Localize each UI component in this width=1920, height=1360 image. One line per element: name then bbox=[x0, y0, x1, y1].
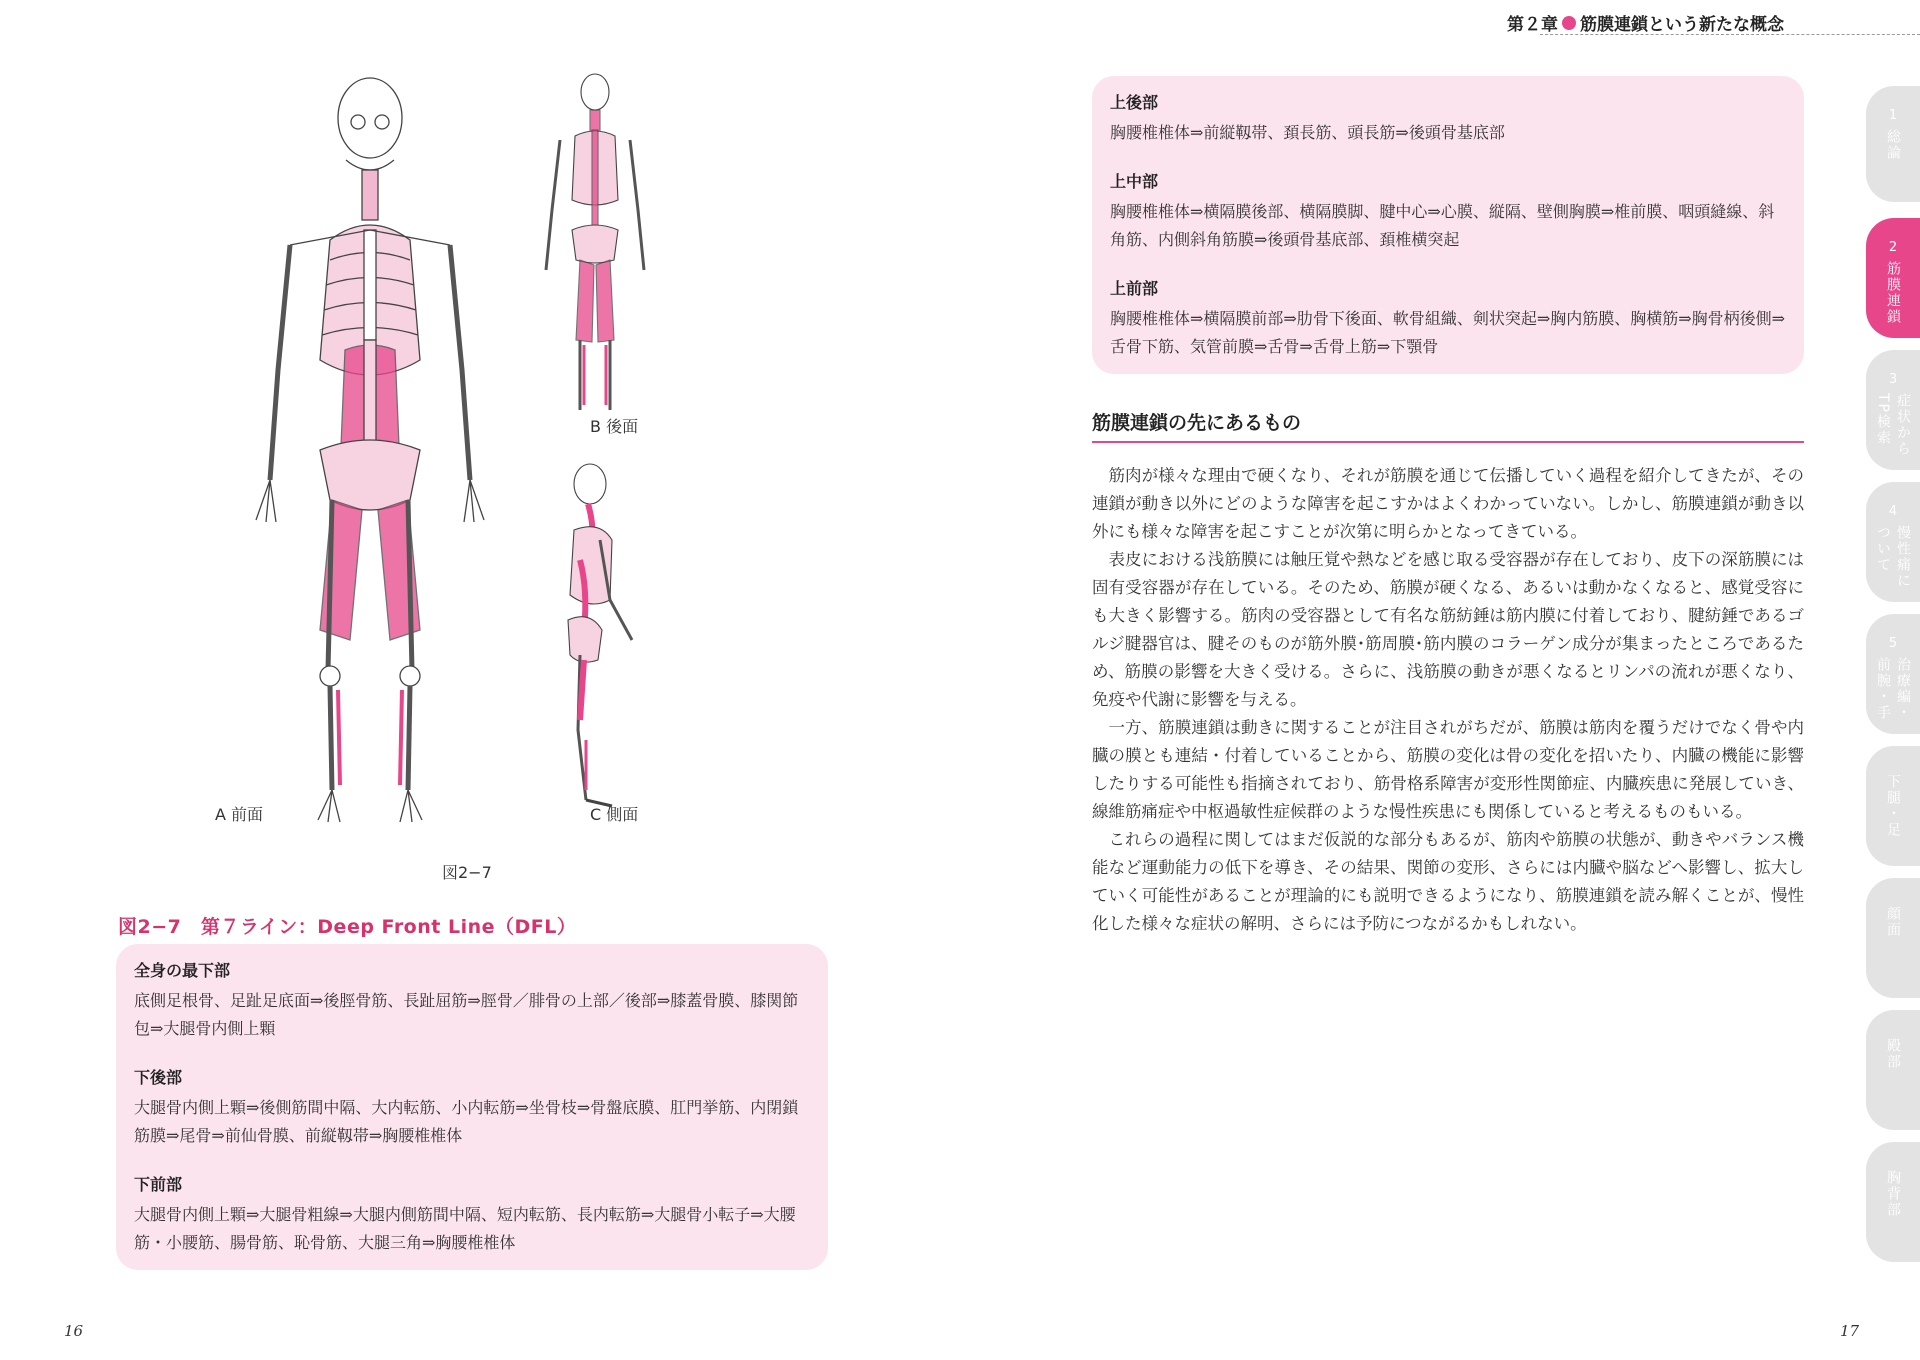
tab-label: 胸背部 bbox=[1885, 1170, 1901, 1218]
section-body: 大腿骨内側上顆⇒後側筋間中隔、大内転筋、小内転筋⇒坐骨枝⇒骨盤底膜、肛門挙筋、内閉鎖筋膜⇒尾骨⇒前仙骨膜、前縦靱帯⇒胸腰椎椎体 bbox=[134, 1098, 799, 1145]
skeleton-back-view bbox=[530, 70, 660, 430]
tab-number: 2 bbox=[1888, 240, 1898, 255]
tab-buttock[interactable] bbox=[1866, 1010, 1920, 1130]
tab-number: 1 bbox=[1888, 108, 1898, 123]
tab-chest-back[interactable] bbox=[1866, 1142, 1920, 1262]
tab-face[interactable] bbox=[1866, 878, 1920, 998]
tab-label: 慢性痛について bbox=[1875, 525, 1911, 589]
section-upper-posterior bbox=[1110, 90, 1786, 147]
tab-chapter-4[interactable] bbox=[1866, 482, 1920, 602]
section-body: 胸腰椎椎体⇒横隔膜前部⇒肋骨下後面、軟骨組織、剣状突起⇒胸内筋膜、胸横筋⇒胸骨柄後側⇒舌骨下筋、気管前膜⇒舌骨⇒舌骨上筋⇒下顎骨 bbox=[1110, 309, 1786, 356]
tab-label: 下腿・足 bbox=[1885, 774, 1901, 838]
page-number-left: 16 bbox=[64, 1322, 84, 1340]
skeleton-side-view bbox=[540, 460, 660, 820]
body-text bbox=[1092, 462, 1804, 938]
section-lower-anterior bbox=[134, 1172, 810, 1257]
section-title: 下前部 bbox=[134, 1175, 183, 1194]
skeleton-figure bbox=[200, 70, 760, 840]
section-title: 下後部 bbox=[134, 1068, 183, 1087]
section-lower-posterior bbox=[134, 1065, 810, 1150]
dfl-lower-box bbox=[116, 944, 828, 1270]
tab-number: 3 bbox=[1888, 372, 1898, 387]
paragraph: 筋肉が様々な理由で硬くなり、それが筋膜を通じて伝播していく過程を紹介してきたが、その連鎖が動き以外にどのような障害を起こすかはよくわかっていない。しかし、筋膜連鎖が動き以外にも様々な障害を起こすことが次第に明らかとなってきている。 bbox=[1092, 466, 1804, 541]
tab-chapter-1[interactable] bbox=[1866, 86, 1920, 202]
tab-label: 総論 bbox=[1885, 129, 1901, 161]
figure-caption: 図2−7 bbox=[442, 863, 492, 882]
tab-label: 治療編・前腕・手 bbox=[1875, 657, 1911, 721]
section-title: 全身の最下部 bbox=[134, 961, 231, 980]
chapter-title: 筋膜連鎖という新たな概念 bbox=[1580, 15, 1784, 35]
tab-number: 5 bbox=[1888, 636, 1898, 651]
section-body: 胸腰椎椎体⇒前縦靱帯、頚長筋、頭長筋⇒後頭骨基底部 bbox=[1110, 123, 1505, 142]
skeleton-front-view bbox=[250, 70, 490, 830]
chapter-number: 第２章 bbox=[1507, 15, 1558, 35]
tab-label: 殿部 bbox=[1885, 1038, 1901, 1070]
tab-label: 顔面 bbox=[1885, 906, 1901, 938]
tab-label: 筋膜連鎖 bbox=[1885, 261, 1901, 325]
section-body: 底側足根骨、足趾足底面⇒後脛骨筋、長趾屈筋⇒脛骨／腓骨の上部／後部⇒膝蓋骨膜、膝関節包⇒大腿骨内側上顆 bbox=[134, 991, 799, 1038]
tab-chapter-3[interactable] bbox=[1866, 350, 1920, 470]
label-front: A 前面 bbox=[215, 805, 264, 824]
figure-heading: 図2−7 第７ライン：Deep Front Line（DFL） bbox=[118, 916, 577, 938]
section-body: 大腿骨内側上顆⇒大腿骨粗線⇒大腿内側筋間中隔、短内転筋、長内転筋⇒大腿骨小転子⇒大腰筋・小腰筋、腸骨筋、恥骨筋、大腿三角⇒胸腰椎椎体 bbox=[134, 1205, 796, 1252]
section-upper-middle bbox=[1110, 169, 1786, 254]
section-lowest bbox=[134, 958, 810, 1043]
tab-label: 症状からTP検索 bbox=[1875, 393, 1911, 457]
label-back: B 後面 bbox=[590, 417, 639, 436]
paragraph: 一方、筋膜連鎖は動きに関することが注目されがちだが、筋膜は筋肉を覆うだけでなく骨や内臓の膜とも連結・付着していることから、筋膜の変化は骨の変化を招いたり、内臓の機能に影響したりする可能性も指摘されており、筋骨格系障害が変形性関節症、内臓疾患に発展していき、線維筋痛症や中枢過敏性症候群のような慢性疾患にも関係していると考えるものもいる。 bbox=[1092, 718, 1804, 821]
chapter-header bbox=[1507, 10, 1784, 35]
section-title: 上中部 bbox=[1110, 172, 1159, 191]
tab-lower-leg[interactable] bbox=[1866, 746, 1920, 866]
header-rule bbox=[1540, 34, 1920, 35]
section-title: 上後部 bbox=[1110, 93, 1159, 112]
label-side: C 側面 bbox=[590, 805, 639, 824]
section-title: 上前部 bbox=[1110, 279, 1159, 298]
paragraph: 表皮における浅筋膜には触圧覚や熱などを感じ取る受容器が存在しており、皮下の深筋膜には固有受容器が存在している。そのため、筋膜が硬くなる、あるいは動かなくなると、感覚受容にも大きく影響する。筋肉の受容器として有名な筋紡錘は筋内膜に付着しており、腱紡錘であるゴルジ腱器官は、腱そのものが筋外膜･筋周膜･筋内膜のコラーゲン成分が集まったところであるため、筋膜の影響を大きく受ける。さらに、浅筋膜の動きが悪くなるとリンパの流れが悪くなり、免疫や代謝に影響を与える。 bbox=[1092, 550, 1804, 709]
tab-chapter-2[interactable] bbox=[1866, 218, 1920, 338]
page-number-right: 17 bbox=[1840, 1322, 1860, 1340]
dfl-upper-box bbox=[1092, 76, 1804, 374]
paragraph: これらの過程に関してはまだ仮説的な部分もあるが、筋肉や筋膜の状態が、動きやバランス機能など運動能力の低下を導き、その結果、関節の変形、さらには内臓や脳などへ影響し、拡大していく可能性があることが理論的にも説明できるようになり、筋膜連鎖を読み解くことが、慢性化した様々な症状の解明、さらには予防につながるかもしれない。 bbox=[1092, 830, 1804, 933]
section-body: 胸腰椎椎体⇒横隔膜後部、横隔膜脚、腱中心⇒心膜、縦隔、壁側胸膜⇒椎前膜、咽頭縫線、斜角筋、内側斜角筋膜⇒後頭骨基底部、頚椎横突起 bbox=[1110, 202, 1775, 249]
bullet-dot-icon bbox=[1562, 16, 1576, 30]
section-upper-anterior bbox=[1110, 276, 1786, 361]
tab-number: 4 bbox=[1888, 504, 1898, 519]
section-heading: 筋膜連鎖の先にあるもの bbox=[1092, 408, 1804, 443]
tab-chapter-5[interactable] bbox=[1866, 614, 1920, 734]
